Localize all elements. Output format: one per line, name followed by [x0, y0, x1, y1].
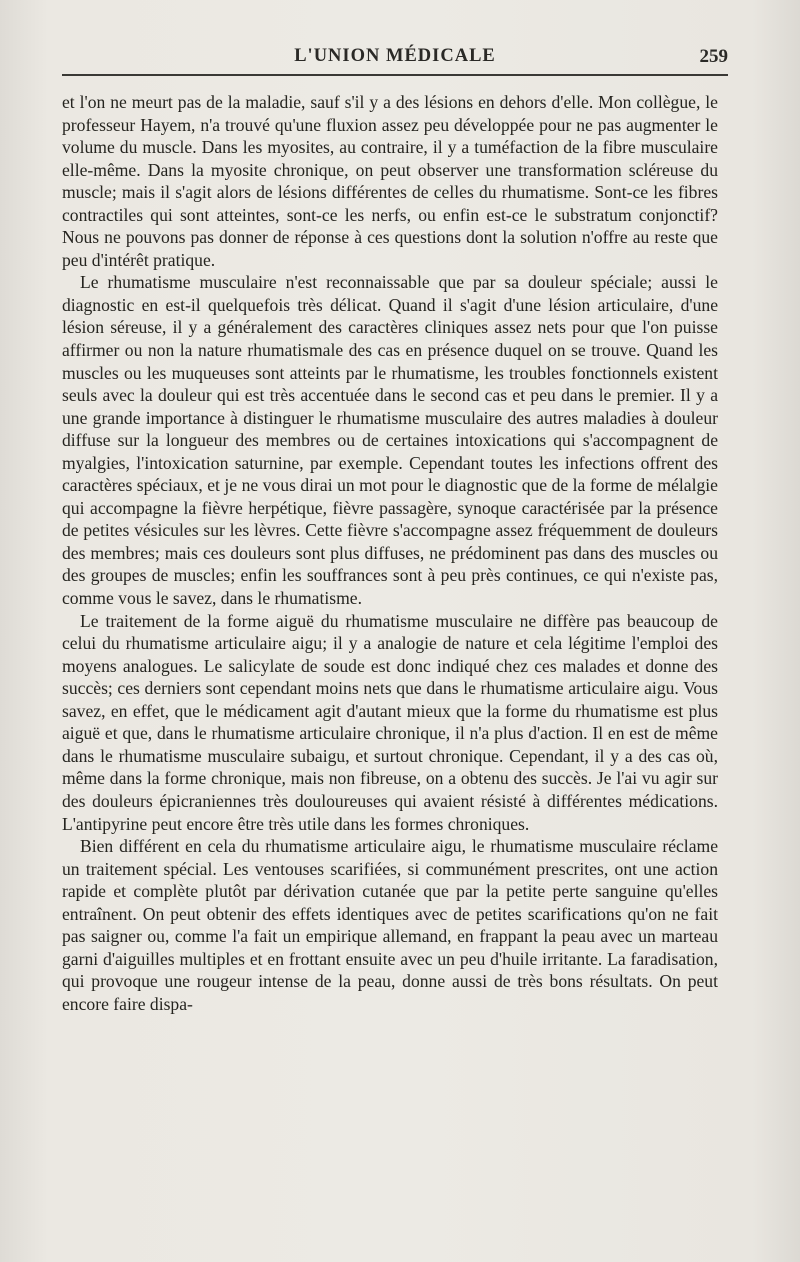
page-header — [62, 46, 728, 72]
page-number: 259 — [699, 46, 728, 67]
paragraph-1: et l'on ne meurt pas de la maladie, sauf s'il y a des lésions en dehors d'elle. Mon collègue, le professeur Hayem, n'a trouvé qu'une fluxion assez peu développée pour ne pas augmenter le volume du muscle. Dans les myosites, au contraire, il y a tuméfaction de la fibre musculaire elle-même. Dans la myosite chronique, on peut observer une transformation scléreuse du muscle; mais il s'agit alors de lésions différentes de celles du rhumatisme. Sont-ce les fibres contractiles qui sont atteintes, sont-ce les nerfs, ou enfin est-ce le substratum conjonctif? Nous ne pouvons pas donner de réponse à ces questions dont la solution n'offre au reste que peu d'intérêt pratique. — [62, 92, 718, 270]
paragraph-3: Le traitement de la forme aiguë du rhumatisme musculaire ne diffère pas beaucoup de celui du rhumatisme articulaire aigu; il y a analogie de nature et cela légitime l'emploi des moyens analogues. Le salicylate de soude est donc indiqué chez ces malades et donne des succès; ces derniers sont cependant moins nets que dans le rhumatisme articulaire aigu. Vous savez, en effet, que le médicament agit d'autant mieux que la forme du rhumatisme est plus aiguë et que, dans le rhumatisme articulaire chronique, il n'a plus d'action. Il en est de même dans le rhumatisme musculaire subaigu, et surtout chronique. Cependant, il y a des cas où, même dans la forme chronique, mais non fibreuse, on a obtenu des succès. Je l'ai vu agir sur des douleurs épicraniennes très douloureuses qui avaient résisté à différentes médications. L'antipyrine peut encore être très utile dans les formes chroniques. — [62, 610, 718, 834]
body-text — [62, 91, 718, 1015]
running-title: L'UNION MÉDICALE — [294, 46, 496, 66]
paragraph-2: Le rhumatisme musculaire n'est reconnaissable que par sa douleur spéciale; aussi le diagnostic en est-il quelquefois très délicat. Quand il s'agit d'une lésion articulaire, d'une lésion séreuse, il y a généralement des caractères cliniques assez nets pour que l'on puisse affirmer ou non la nature rhumatismale des cas en présence duquel on se trouve. Quand les muscles ou les muqueuses sont atteints par le rhumatisme, les troubles fonctionnels existent seuls avec la douleur qui est très accentuée dans le second cas et peu dans le premier. Il y a une grande importance à distinguer le rhumatisme musculaire des autres maladies à douleur diffuse sur la longueur des membres ou de certaines intoxications qui s'accompagnent de myalgies, l'intoxication saturnine, par exemple. Cependant toutes les infections offrent des caractères spéciaux, et je ne vous dirai un mot pour le diagnostic que de la forme de mélalgie qui accompagne la fièvre herpétique, fièvre passagère, synoque caractérisée par la présence de petites vésicules sur les lèvres. Cette fièvre s'accompagne assez fréquemment de douleurs des membres; mais ces douleurs sont plus diffuses, ne prédominent pas dans des muscles ou des groupes de muscles; enfin les souffrances sont à peu près continues, ce qui n'existe pas, comme vous le savez, dans le rhumatisme. — [62, 272, 718, 609]
header-rule — [62, 74, 728, 76]
paragraph-4: Bien différent en cela du rhumatisme articulaire aigu, le rhumatisme musculaire réclame un traitement spécial. Les ventouses scarifiées, si communément prescrites, ont une action rapide et complète plutôt par dérivation cutanée que par la petite perte sanguine qu'elles entraînent. On peut obtenir des effets identiques avec de petites scarifications qu'on ne fait pas saigner ou, comme l'a fait un empirique allemand, en frappant la peau avec un marteau garni d'aiguilles multiples et en frottant ensuite avec un peu d'huile irritante. La faradisation, qui provoque une rougeur intense de la peau, donne aussi de très bons résultats. On peut encore faire dispa- — [62, 836, 718, 1014]
